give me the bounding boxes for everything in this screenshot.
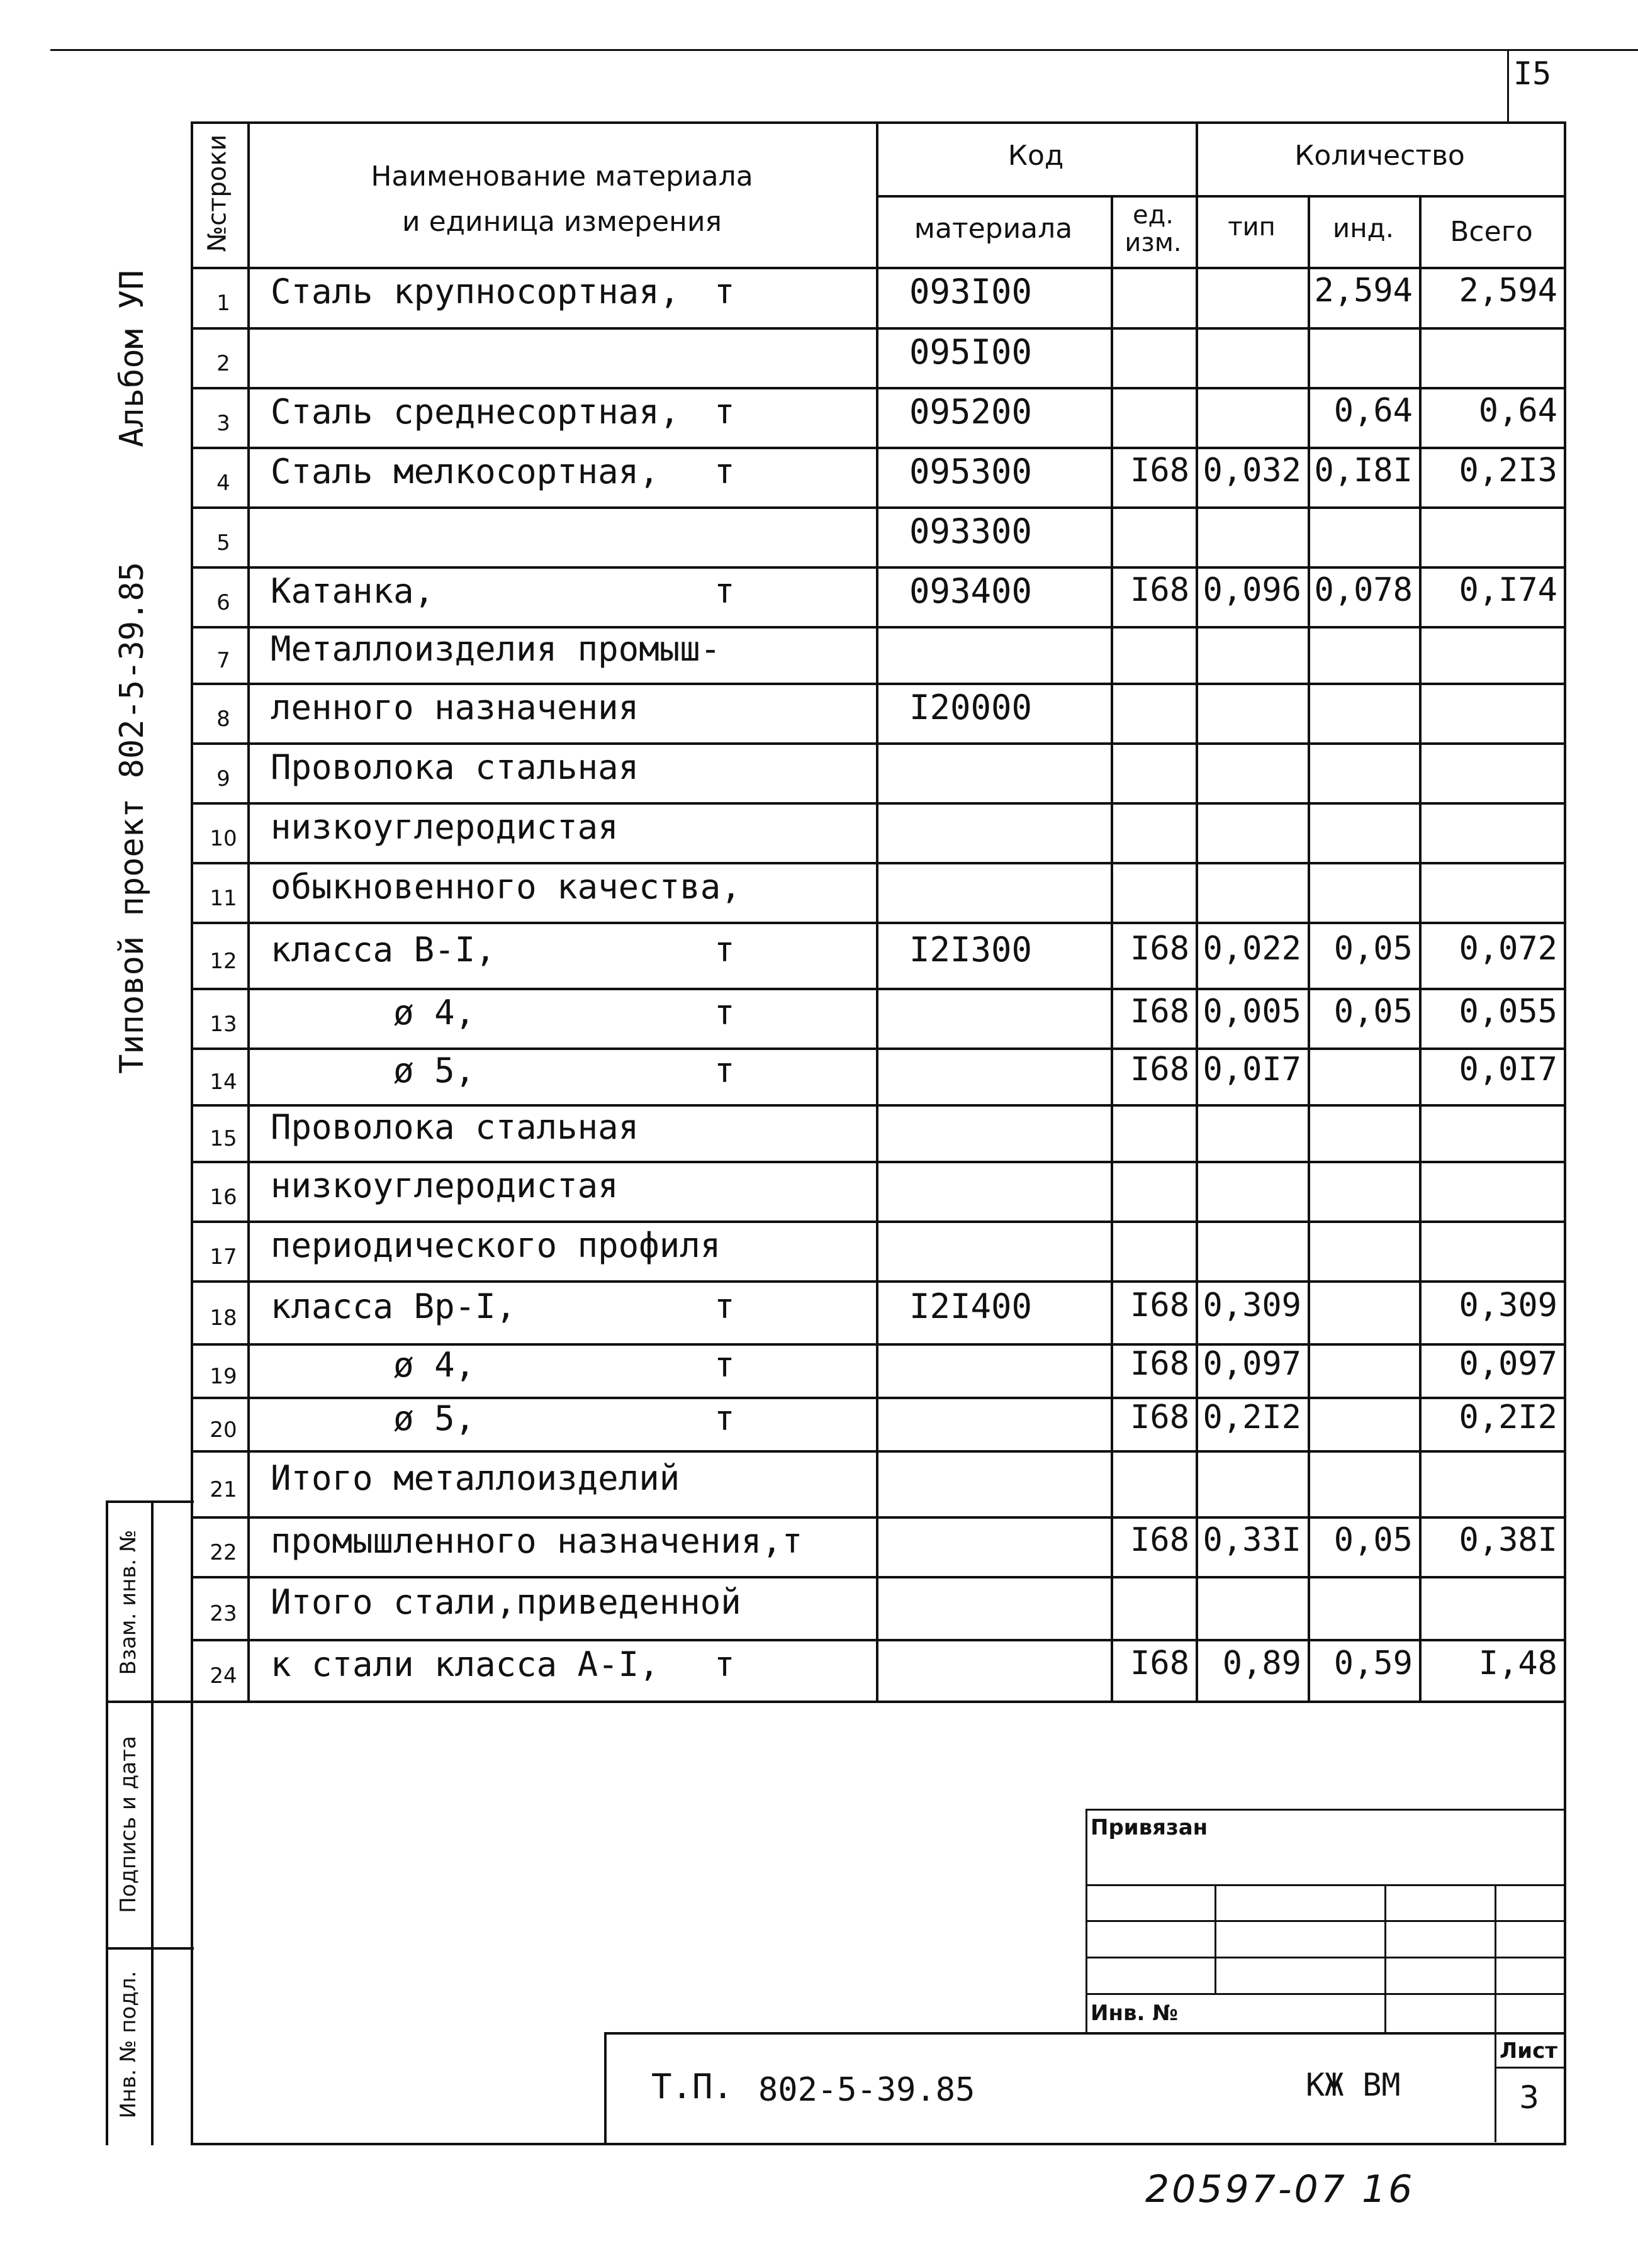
row-separator bbox=[191, 1701, 1566, 1703]
side-frame-mid bbox=[151, 1500, 154, 2145]
header-bottom-line bbox=[191, 267, 1566, 269]
row-separator bbox=[191, 988, 1566, 990]
row-total: I,48 bbox=[1478, 1645, 1557, 1682]
header-tip: тип bbox=[1228, 213, 1276, 242]
row-n: 10 bbox=[210, 825, 237, 851]
page-number: I5 bbox=[1513, 55, 1552, 92]
table-top-border bbox=[191, 121, 1566, 124]
row-n: 16 bbox=[210, 1184, 237, 1210]
row-unit: т bbox=[714, 1344, 735, 1385]
sheet-label: Лист bbox=[1500, 2038, 1557, 2064]
row-name: Проволока стальная bbox=[271, 1107, 639, 1147]
stamp-col-2 bbox=[1384, 1884, 1386, 2032]
frame-bottom bbox=[191, 2143, 1566, 2145]
row-separator bbox=[191, 742, 1566, 745]
row-separator bbox=[191, 1516, 1566, 1519]
row-name: ø 4, bbox=[271, 1344, 476, 1385]
col-unit-border bbox=[1196, 121, 1198, 1701]
album-label: Альбом УП bbox=[113, 270, 151, 447]
row-name: низкоуглеродистая bbox=[271, 807, 619, 847]
row-separator bbox=[191, 1450, 1566, 1453]
row-ind: 0,05 bbox=[1333, 1521, 1413, 1559]
table-left-border bbox=[191, 121, 193, 1701]
row-n: 15 bbox=[210, 1126, 237, 1151]
stamp-top bbox=[1085, 1809, 1564, 1811]
row-code: I2I400 bbox=[909, 1287, 1033, 1326]
stamp-main-left bbox=[604, 2032, 607, 2144]
row-name: периодического профиля bbox=[271, 1225, 721, 1265]
row-n: 17 bbox=[210, 1244, 237, 1270]
row-ed: I68 bbox=[1130, 992, 1189, 1031]
row-unit: т bbox=[714, 929, 735, 969]
side-frame-top bbox=[106, 1500, 194, 1503]
row-name: обыкновенного качества, bbox=[271, 866, 741, 907]
row-name: к стали класса А-I, bbox=[271, 1645, 659, 1684]
row-code: I20000 bbox=[909, 687, 1033, 727]
header-material: материала bbox=[914, 213, 1073, 245]
inv-podl-label: Инв. № подл. bbox=[116, 1970, 141, 2119]
row-separator bbox=[191, 1221, 1566, 1223]
row-unit: т bbox=[714, 1287, 735, 1326]
sheet-number: 3 bbox=[1519, 2079, 1539, 2116]
row-n: 3 bbox=[216, 410, 230, 436]
mark-label: КЖ ВМ bbox=[1306, 2067, 1401, 2103]
row-name: ленного назначения bbox=[271, 687, 639, 727]
col-code-border bbox=[1111, 195, 1113, 1701]
side-frame-line-1 bbox=[106, 1701, 194, 1703]
row-name: Металлоизделия промыш- bbox=[271, 629, 721, 669]
row-tip: 0,096 bbox=[1203, 571, 1301, 609]
row-ind: 0,05 bbox=[1333, 992, 1413, 1031]
row-separator bbox=[191, 327, 1566, 330]
row-total: 0,38I bbox=[1459, 1521, 1557, 1559]
frame-right bbox=[1564, 1701, 1566, 2145]
row-unit: т bbox=[714, 272, 735, 311]
vzam-inv-label: Взам. инв. № bbox=[116, 1529, 141, 1675]
row-separator bbox=[191, 922, 1566, 924]
row-separator bbox=[191, 387, 1566, 389]
row-code: 095200 bbox=[909, 391, 1033, 432]
row-name: Итого стали,приведенной bbox=[271, 1582, 741, 1622]
header-mid-line bbox=[876, 195, 1566, 198]
header-row-no: №строки bbox=[203, 134, 232, 252]
row-ind: 0,05 bbox=[1333, 929, 1413, 968]
row-unit: т bbox=[714, 451, 735, 491]
row-separator bbox=[191, 566, 1566, 569]
row-separator bbox=[191, 447, 1566, 449]
row-n: 12 bbox=[210, 948, 237, 974]
row-total: 0,0I7 bbox=[1459, 1051, 1557, 1088]
row-name: класса Вр-I, bbox=[271, 1287, 517, 1326]
row-total: 0,072 bbox=[1459, 929, 1557, 968]
row-n: 11 bbox=[210, 885, 237, 911]
header-code: Код bbox=[1007, 140, 1064, 172]
row-n: 21 bbox=[210, 1477, 237, 1502]
row-ed: I68 bbox=[1130, 451, 1189, 489]
row-name: Сталь мелкосортная, bbox=[271, 451, 659, 491]
row-ed: I68 bbox=[1130, 1051, 1189, 1088]
stamp-col-1 bbox=[1214, 1884, 1216, 1993]
header-name: Наименование материала и единица измерения bbox=[371, 160, 753, 238]
row-total: 0,2I3 bbox=[1459, 451, 1557, 489]
row-ind: 0,59 bbox=[1333, 1645, 1413, 1682]
bottom-note: 20597-07 16 bbox=[1145, 2167, 1415, 2211]
row-separator bbox=[191, 1280, 1566, 1283]
row-tip: 0,2I2 bbox=[1203, 1398, 1301, 1436]
header-total: Всего bbox=[1450, 216, 1533, 248]
stamp-sheet-line bbox=[1495, 2067, 1564, 2069]
col-ind-border bbox=[1419, 195, 1422, 1701]
project-label: Типовой проект 802-5-39.85 bbox=[113, 562, 151, 1074]
row-ed: I68 bbox=[1130, 1521, 1189, 1559]
row-n: 19 bbox=[210, 1363, 237, 1389]
row-tip: 0,0I7 bbox=[1203, 1051, 1301, 1088]
row-n: 7 bbox=[216, 648, 230, 673]
stamp-line-4 bbox=[1085, 1993, 1564, 1995]
col-tip-border bbox=[1308, 195, 1310, 1701]
row-tip: 0,032 bbox=[1203, 451, 1301, 489]
row-ed: I68 bbox=[1130, 929, 1189, 968]
row-separator bbox=[191, 1104, 1566, 1107]
row-total: 2,594 bbox=[1459, 272, 1557, 310]
row-tip: 0,89 bbox=[1222, 1645, 1301, 1682]
row-unit: т bbox=[714, 1398, 735, 1438]
stamp-main-top bbox=[604, 2032, 1564, 2035]
row-code: 093300 bbox=[909, 511, 1033, 551]
tp-number: 802-5-39.85 bbox=[758, 2071, 975, 2109]
row-tip: 0,33I bbox=[1203, 1521, 1301, 1559]
row-n: 22 bbox=[210, 1539, 237, 1565]
row-separator bbox=[191, 1161, 1566, 1163]
row-n: 18 bbox=[210, 1305, 237, 1331]
row-n: 20 bbox=[210, 1417, 237, 1443]
row-ind: 0,64 bbox=[1333, 391, 1413, 430]
row-code: 095I00 bbox=[909, 332, 1033, 372]
stamp-line-3 bbox=[1085, 1957, 1564, 1958]
row-separator bbox=[191, 683, 1566, 685]
row-name: Сталь крупносортная, bbox=[271, 272, 680, 311]
row-unit: т bbox=[714, 571, 735, 611]
stamp-line-1 bbox=[1085, 1884, 1564, 1886]
row-ind: 0,I8I bbox=[1314, 451, 1413, 489]
row-separator bbox=[191, 802, 1566, 805]
row-n: 4 bbox=[216, 470, 230, 496]
row-name: класса В-I, bbox=[271, 929, 496, 969]
row-separator bbox=[191, 1639, 1566, 1641]
row-total: 0,309 bbox=[1459, 1287, 1557, 1324]
row-total: 0,I74 bbox=[1459, 571, 1557, 609]
row-code: 093400 bbox=[909, 571, 1033, 611]
row-name: ø 5, bbox=[271, 1398, 476, 1438]
row-n: 5 bbox=[216, 530, 230, 556]
row-name: Итого металлоизделий bbox=[271, 1458, 680, 1498]
privyazan-label: Привязан bbox=[1091, 1815, 1208, 1840]
header-unit: ед. изм. bbox=[1125, 201, 1182, 257]
header-qty: Количество bbox=[1294, 140, 1465, 172]
row-name: ø 5, bbox=[271, 1051, 476, 1090]
row-ed: I68 bbox=[1130, 1344, 1189, 1383]
row-code: 093I00 bbox=[909, 272, 1033, 311]
row-name: Катанка, bbox=[271, 571, 435, 611]
row-name: Сталь среднесортная, bbox=[271, 391, 680, 432]
row-separator bbox=[191, 626, 1566, 628]
row-tip: 0,309 bbox=[1203, 1287, 1301, 1324]
row-n: 13 bbox=[210, 1011, 237, 1037]
row-total: 0,64 bbox=[1478, 391, 1557, 430]
row-n: 1 bbox=[216, 291, 230, 316]
row-n: 24 bbox=[210, 1663, 237, 1689]
row-ed: I68 bbox=[1130, 571, 1189, 609]
row-ed: I68 bbox=[1130, 1398, 1189, 1436]
row-n: 14 bbox=[210, 1070, 237, 1095]
row-unit: т bbox=[714, 391, 735, 432]
row-unit: т bbox=[714, 992, 735, 1032]
row-name: Проволока стальная bbox=[271, 747, 639, 787]
header-ind: инд. bbox=[1332, 213, 1394, 243]
podpis-label: Подпись и дата bbox=[116, 1736, 141, 1913]
row-tip: 0,005 bbox=[1203, 992, 1301, 1031]
row-total: 0,2I2 bbox=[1459, 1398, 1557, 1436]
row-n: 9 bbox=[216, 766, 230, 791]
row-ind: 2,594 bbox=[1314, 272, 1413, 310]
top-rule bbox=[50, 49, 1638, 51]
row-ed: I68 bbox=[1130, 1645, 1189, 1682]
row-separator bbox=[191, 1047, 1566, 1050]
side-frame-line-2 bbox=[106, 1947, 194, 1950]
row-n: 2 bbox=[216, 350, 230, 376]
row-tip: 0,022 bbox=[1203, 929, 1301, 968]
row-tip: 0,097 bbox=[1203, 1344, 1301, 1383]
inv-no-label: Инв. № bbox=[1091, 2001, 1179, 2026]
row-name: ø 4, bbox=[271, 992, 476, 1032]
row-unit: т bbox=[714, 1051, 735, 1090]
tp-label: Т.П. bbox=[651, 2067, 734, 2106]
row-n: 6 bbox=[216, 589, 230, 615]
row-name: низкоуглеродистая bbox=[271, 1165, 619, 1205]
row-name: промышленного назначения,т bbox=[271, 1521, 803, 1561]
row-code: I2I300 bbox=[909, 929, 1033, 969]
row-n: 8 bbox=[216, 706, 230, 732]
stamp-line-2 bbox=[1085, 1920, 1564, 1922]
row-code: 095300 bbox=[909, 451, 1033, 491]
row-n: 23 bbox=[210, 1601, 237, 1626]
page-number-divider bbox=[1507, 49, 1509, 121]
frame-left bbox=[191, 1701, 193, 2145]
col-name-border bbox=[876, 121, 878, 1701]
row-ed: I68 bbox=[1130, 1287, 1189, 1324]
row-separator bbox=[191, 862, 1566, 864]
row-separator bbox=[191, 1576, 1566, 1578]
side-frame-left bbox=[106, 1500, 108, 2145]
table-right-border bbox=[1564, 121, 1566, 1701]
row-total: 0,097 bbox=[1459, 1344, 1557, 1383]
row-unit: т bbox=[714, 1645, 735, 1684]
row-total: 0,055 bbox=[1459, 992, 1557, 1031]
row-separator bbox=[191, 506, 1566, 509]
row-ind: 0,078 bbox=[1314, 571, 1413, 609]
